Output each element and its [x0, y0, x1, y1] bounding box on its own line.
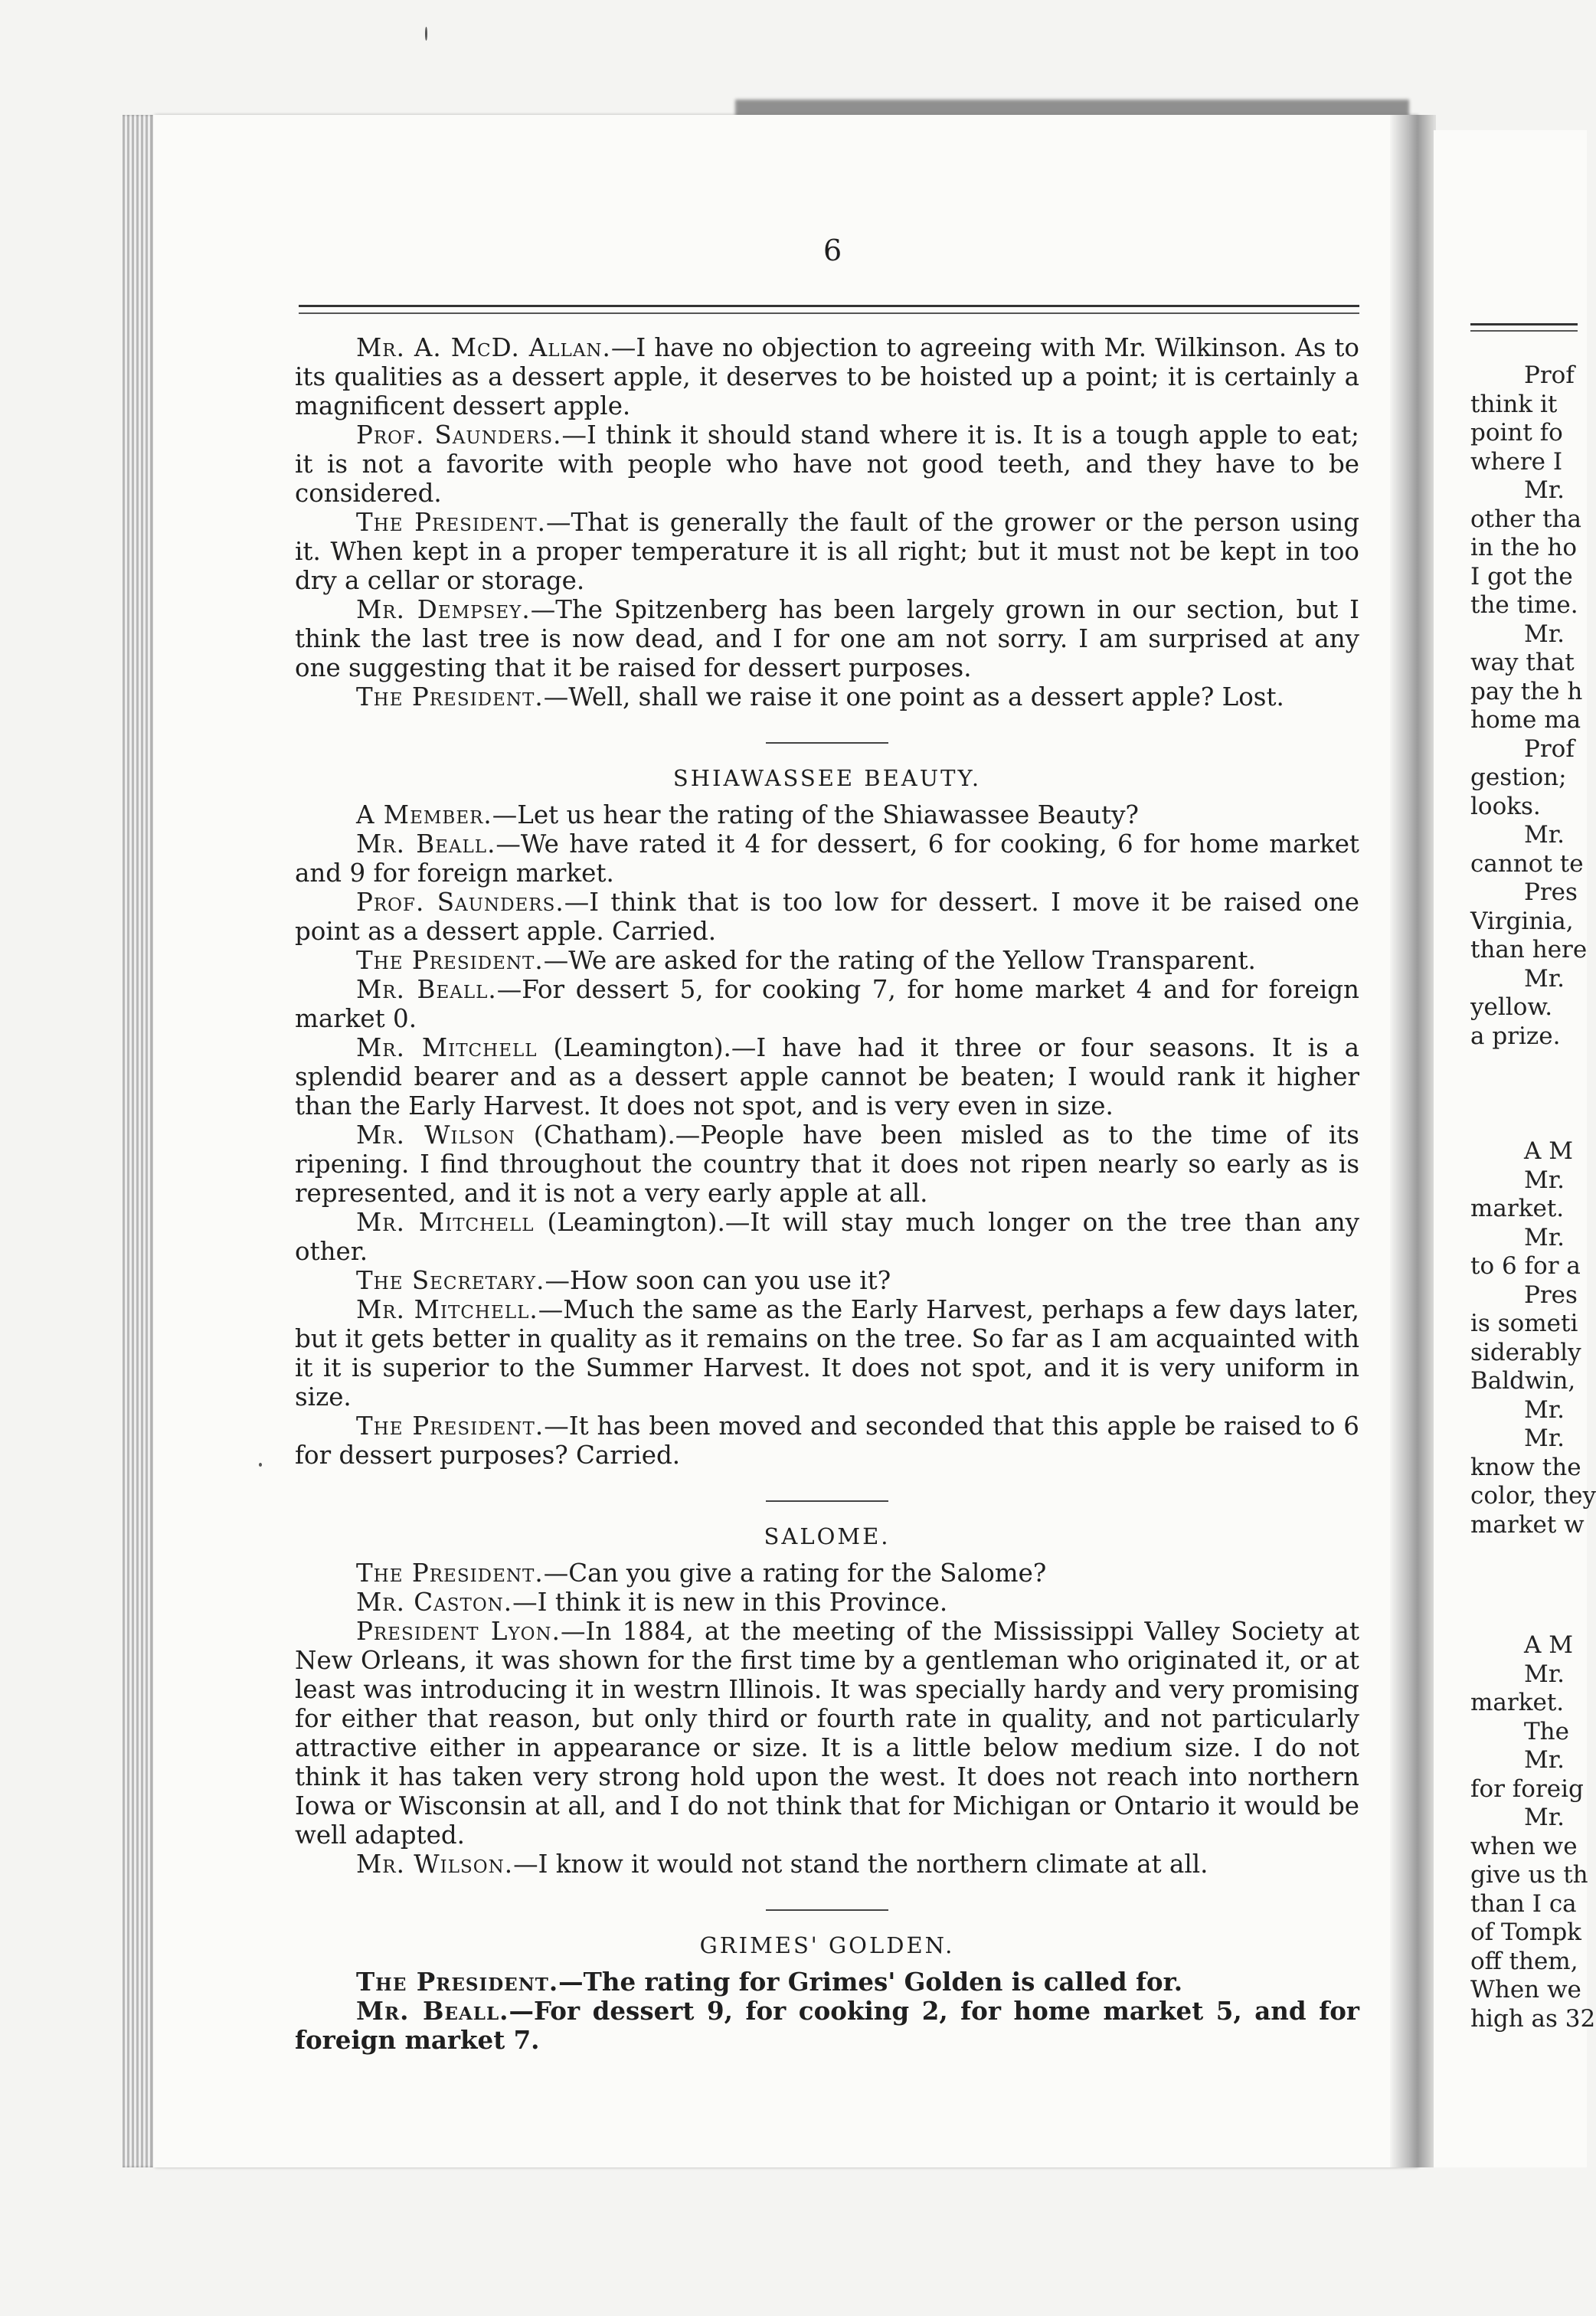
right-page-line: Virginia,	[1470, 907, 1574, 935]
right-page-line: Mr.	[1524, 821, 1565, 849]
speech-text: —I think it should stand where it is. It is a tough apple to eat; it is not a favorite with people who have not good teeth, and they have to be considered.	[295, 420, 1359, 508]
section-divider	[766, 742, 888, 744]
right-page-line: when we	[1470, 1832, 1578, 1860]
speaker-name: Mr. Mitchell	[356, 1208, 535, 1237]
section-divider	[766, 1500, 888, 1502]
section-divider	[766, 1909, 888, 1911]
speech-paragraph	[295, 1968, 1359, 1997]
speech-text: —For dessert 9, for cooking 2, for home market 5, and for foreign market 7.	[295, 1996, 1359, 2055]
right-page-line: market.	[1470, 1195, 1565, 1222]
speech-paragraph	[295, 1266, 1359, 1295]
speaker-name: Mr. Caston.	[356, 1588, 513, 1617]
right-page-line: of Tompk	[1470, 1919, 1581, 1946]
speech-paragraph	[295, 420, 1359, 508]
right-page-line: Mr.	[1524, 1166, 1565, 1194]
speech-paragraph	[295, 682, 1359, 711]
speech-text: —We are asked for the rating of the Yellow Transparent.	[543, 946, 1256, 975]
speaker-name: The Secretary.	[356, 1266, 545, 1295]
right-page-line: siderably	[1470, 1338, 1581, 1366]
speech-text: —I know it would not stand the northern climate at all.	[513, 1850, 1208, 1879]
page-shadow-strip	[735, 100, 1409, 116]
right-page-line: gestion;	[1470, 764, 1567, 791]
right-page-line: Mr.	[1524, 1223, 1565, 1251]
right-page-line: color, they	[1470, 1482, 1596, 1510]
speech-text: —Let us hear the rating of the Shiawassee Beauty?	[492, 800, 1139, 829]
right-page-line: Prof	[1524, 734, 1575, 763]
speech-text: —Can you give a rating for the Salome?	[543, 1559, 1047, 1588]
right-page-line: pay the h	[1470, 677, 1583, 705]
section-heading-shiawassee-beauty: SHIAWASSEE BEAUTY.	[672, 765, 982, 791]
speech-paragraph	[295, 888, 1359, 946]
right-page-line: A M	[1524, 1137, 1573, 1165]
scan-speck	[425, 27, 427, 41]
right-page-line: way that	[1470, 649, 1575, 676]
page-body	[295, 333, 1359, 2055]
right-page-line: A M	[1524, 1631, 1573, 1659]
speech-text: (Leamington).—It will stay much longer on the tree than any other.	[295, 1208, 1359, 1266]
speaker-name: The President.	[356, 1412, 545, 1441]
speaker-name: Prof. Saunders.	[356, 888, 564, 917]
right-page-line: home ma	[1470, 706, 1581, 734]
speech-text: —Well, shall we raise it one point as a dessert apple? Lost.	[543, 682, 1284, 711]
speech-paragraph	[295, 829, 1359, 888]
speaker-name: A Member.	[356, 800, 492, 829]
right-page-line: is someti	[1470, 1310, 1578, 1337]
speech-text: —In 1884, at the meeting of the Mississippi Valley Society at New Orleans, it was shown for the first time by a gentleman who originated it, or at least was introducing it in westrn Illinois. It was specially hardy and very promising for either that reason, but only third or fourth rate in quality, and not particularly attractive either in appearance or size. It is a little below medium size. I do not think it has taken very strong hold upon the west. It does not reach into northern Iowa or Wisconsin at all, and I do not think that for Michigan or Ontario it would be well adapted.	[295, 1617, 1359, 1850]
speech-paragraph	[295, 508, 1359, 595]
right-page-header-rule	[1470, 323, 1578, 332]
right-page-line: in the ho	[1470, 534, 1577, 561]
right-page-line: high as 32	[1470, 2004, 1596, 2033]
speech-paragraph	[295, 1617, 1359, 1850]
speaker-name: President Lyon.	[356, 1617, 561, 1646]
speaker-name: Mr. Wilson	[356, 1120, 515, 1150]
speaker-name: Mr. Beall.	[356, 1996, 509, 2026]
right-page-line: know the	[1470, 1453, 1581, 1481]
right-page-line: give us th	[1470, 1861, 1588, 1889]
right-page-line: I got the	[1470, 562, 1573, 590]
speech-paragraph	[295, 1412, 1359, 1470]
speech-paragraph	[295, 1120, 1359, 1208]
right-page-line: off them,	[1470, 1947, 1578, 1975]
speech-text: —I think it is new in this Province.	[512, 1588, 948, 1617]
right-page-line: Mr.	[1524, 620, 1565, 648]
right-page-line: Mr.	[1524, 1660, 1565, 1688]
speech-paragraph	[295, 1997, 1359, 2055]
speech-paragraph	[295, 1559, 1359, 1588]
section-grimes-golden	[295, 1968, 1359, 2055]
right-page-line: cannot te	[1470, 849, 1584, 878]
scan-speck	[259, 1463, 262, 1467]
speech-paragraph	[295, 1208, 1359, 1266]
speech-paragraph	[295, 1295, 1359, 1412]
speech-text: —We have rated it 4 for dessert, 6 for cooking, 6 for home market and 9 for foreign market.	[295, 829, 1359, 888]
right-page-line: than I ca	[1470, 1889, 1577, 1918]
section-salome	[295, 1559, 1359, 1879]
speech-paragraph	[295, 595, 1359, 682]
right-page-line: Pres	[1524, 1281, 1578, 1309]
speech-text: (Leamington).—I have had it three or four seasons. It is a splendid bearer and as a dessert apple cannot be beaten; I would rank it higher than the Early Harvest. It does not spot, and is very even in size.	[295, 1033, 1359, 1120]
right-page-line: than here	[1470, 936, 1588, 963]
speaker-name: The President.	[356, 946, 544, 975]
speaker-name: The President.	[356, 682, 544, 711]
speech-paragraph	[295, 1850, 1359, 1879]
right-page-line: Mr.	[1524, 1746, 1565, 1774]
header-rule	[299, 305, 1359, 314]
right-page-line: Mr.	[1524, 964, 1565, 993]
speaker-name: The President.	[356, 1559, 544, 1588]
speech-text: —It has been moved and seconded that this apple be raised to 6 for dessert purposes? Carried.	[295, 1412, 1359, 1470]
speaker-name: The President.	[356, 1967, 559, 1997]
right-page-line: the time.	[1470, 591, 1578, 619]
speaker-name: Mr. Beall.	[356, 829, 496, 859]
speech-text: —I think that is too low for dessert. I move it be raised one point as a dessert apple. Carried.	[295, 888, 1359, 946]
right-page-line: Pres	[1524, 878, 1578, 906]
speech-paragraph	[295, 1588, 1359, 1617]
speech-paragraph	[295, 800, 1359, 829]
right-page-line: a prize.	[1470, 1022, 1561, 1050]
speaker-name: Mr. Beall.	[356, 975, 497, 1004]
right-page-line: other tha	[1470, 505, 1582, 533]
book-gutter	[1390, 115, 1436, 2167]
right-page-line: Mr.	[1524, 476, 1565, 504]
speech-paragraph	[295, 975, 1359, 1033]
speaker-name: Mr. Dempsey.	[356, 595, 531, 624]
speaker-name: The President.	[356, 508, 547, 537]
speaker-name: Mr. Mitchell	[356, 1033, 538, 1062]
right-page-line: The	[1524, 1717, 1569, 1745]
speaker-name: Mr. Wilson.	[356, 1850, 514, 1879]
right-page-line: Baldwin,	[1470, 1367, 1576, 1395]
section-shiawassee-beauty	[295, 800, 1359, 1470]
right-page-line: to 6 for a	[1470, 1252, 1581, 1280]
speech-paragraph	[295, 1033, 1359, 1120]
speech-text: (Chatham).—People have been misled as to the time of its ripening. I find throughout the country that it does not ripen nearly so early as is represented, and it is not a very early apple at all.	[295, 1120, 1359, 1208]
section-heading-salome: SALOME.	[764, 1523, 891, 1549]
right-page-line: think it	[1470, 390, 1558, 418]
book-page-edges	[123, 115, 155, 2167]
speech-text: —How soon can you use it?	[545, 1266, 891, 1295]
right-page-line: yellow.	[1470, 993, 1553, 1021]
right-page-line: point fo	[1470, 419, 1563, 447]
right-page-line: market.	[1470, 1689, 1565, 1716]
section-heading-grimes-golden: GRIMES' GOLDEN.	[699, 1932, 955, 1958]
speech-text: —For dessert 5, for cooking 7, for home market 4 and for foreign market 0.	[295, 975, 1359, 1033]
right-page-line: Prof	[1524, 361, 1575, 389]
right-page-line: where I	[1470, 447, 1563, 476]
right-page-line: When we	[1470, 1976, 1581, 2004]
speech-text: —The rating for Grimes' Golden is called for.	[558, 1967, 1183, 1997]
right-page-line: for foreig	[1470, 1775, 1584, 1803]
right-page-line: looks.	[1470, 792, 1541, 820]
speech-text: —That is generally the fault of the grower or the person using it. When kept in a proper temperature it is all right; but it must not be kept in too dry a cellar or storage.	[295, 508, 1360, 595]
speaker-name: Prof. Saunders.	[356, 420, 562, 450]
speech-text: —I have no objection to agreeing with Mr. Wilkinson. As to its qualities as a dessert apple, it deserves to be hoisted up a point; it is certainly a magnificent dessert apple.	[295, 333, 1359, 420]
speech-paragraph	[295, 333, 1359, 420]
right-page-line: market w	[1470, 1510, 1585, 1539]
page-number: 6	[823, 234, 842, 267]
section-spitzenberg	[295, 333, 1359, 711]
right-page-line: Mr.	[1524, 1425, 1565, 1452]
speech-text: —Much the same as the Early Harvest, perhaps a few days later, but it gets better in quality as it remains on the tree. So far as I am acquainted with it it is superior to the Summer Harvest. It does not spot, and it is very uniform in size.	[295, 1295, 1359, 1412]
right-page-line: Mr.	[1524, 1804, 1565, 1831]
speech-paragraph	[295, 946, 1359, 975]
right-page-line: Mr.	[1524, 1395, 1565, 1424]
speech-text: —The Spitzenberg has been largely grown in our section, but I think the last tree is now dead, and I for one am not sorry. I am surprised at any one suggesting that it be raised for dessert purposes.	[295, 595, 1359, 682]
speaker-name: Mr. Mitchell.	[356, 1295, 538, 1324]
speaker-name: Mr. A. McD. Allan.	[356, 333, 611, 362]
